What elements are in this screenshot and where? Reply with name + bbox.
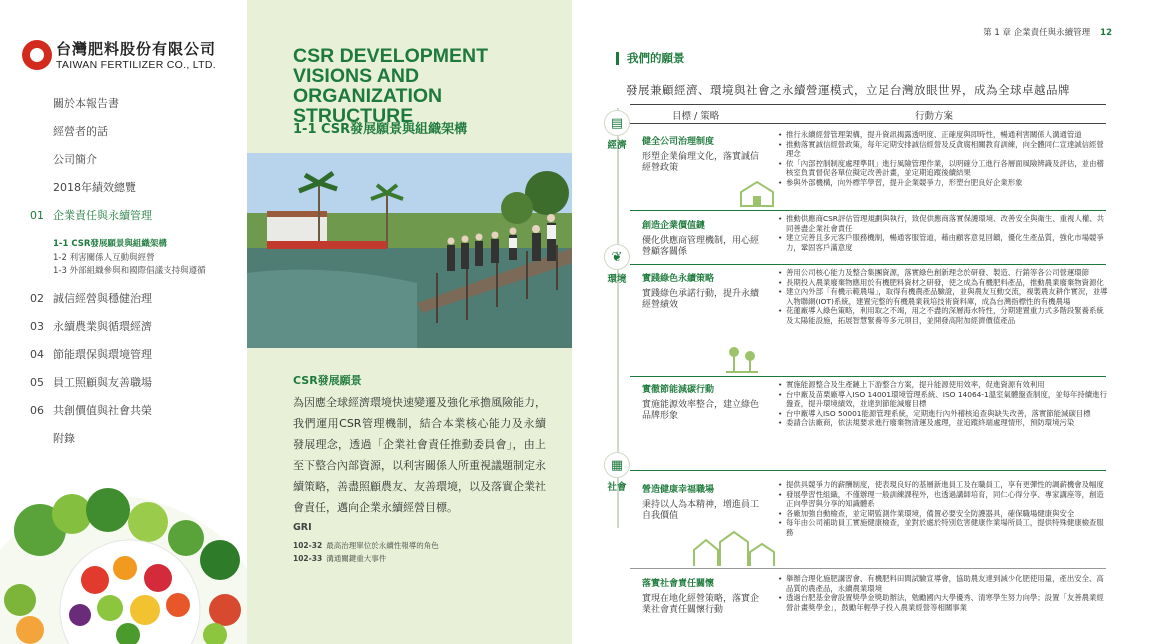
nav-item-ch03[interactable]: 03 永續農業與循環經濟 bbox=[30, 319, 152, 333]
vision-table-page bbox=[572, 0, 1150, 644]
nav-menu bbox=[30, 96, 206, 459]
action-list: • 善用公司核心能力及整合集團資源，落實綠色創新理念於研發、製造、行銷等各公司營運環節 • 長期投入農業廢棄物應用於有機肥料資材之研發，使之成為有機肥料產品，推動農業廢棄物資源化 • 建立內外部「有機示範農場」，取得有機農產品驗證，並與農友互動交流，複製農友耕作實況，並導入物聯網(IOT)系統，建置完整的有機農業栽培技術資料庫，成為台灣指標性的有機農場 • 花蓮廠導入綠色策略，利用取之不竭，用之不盡的深層海水特性，分期建置重力式多階段緊養系統及太陽能設施，拓展智慧緊養等多元項目，並開發高附加經濟價值產品 bbox=[778, 268, 1108, 326]
gri-item: 102-32 最高治理單位於永續性報導的角色 bbox=[293, 541, 439, 550]
goal-title: 創造企業價值鏈 bbox=[642, 221, 706, 231]
chart-icon: ▤ bbox=[604, 110, 630, 136]
col-goal-header: 目標 / 策略 bbox=[672, 111, 720, 122]
category-society: ▦ 社會 bbox=[600, 452, 634, 493]
nav-item-ch06[interactable]: 06 共創價值與社會共榮 bbox=[30, 403, 152, 417]
vision-body: 為因應全球經濟環境快速變遷及強化承擔風險能力，我們運用CSR管理機制，結合本業核心能力及永續發展理念，透過「企業社會責任推動委員會」，由上至下整合內部資源，以利害關係人所重視議題制定永續策略，善盡照顧農友、友善環境，以及落實企業社會責任，邁向企業永續經營目標。 bbox=[293, 396, 546, 514]
action-list: • 提供具競爭力的薪酬制度，使表現良好的基層新進員工及在職員工，享有更彈性的調薪機會及幅度 • 發展學習性組織，不僅辦理一般訓練課程外，也透過講師培育，同仁心得分享、專家講座等，創造正向學習與分享的知識體系 • 各廠加強自動檢查，並定期監測作業環境，備置必要安全防護器具，確保職場健康與安全 • 每年由公司補助員工實施健康檢查，並對於處於特別危害健康作業場所員工，提供特殊健康檢查服務 bbox=[778, 480, 1108, 538]
col-action-header: 行動方案 bbox=[915, 111, 954, 122]
gri-item: 102-33 溝通關鍵重大事件 bbox=[293, 554, 387, 563]
nav-sub-1-2[interactable]: 1-2 利害關係人互動與經營 bbox=[53, 252, 155, 263]
goal-body: 實現在地化經營策略，落實企業社會責任關懷行動 bbox=[642, 594, 760, 615]
nav-item-ceo-letter[interactable]: 經營者的話 bbox=[53, 125, 108, 138]
town-icon bbox=[690, 528, 776, 568]
row-divider bbox=[630, 264, 1106, 265]
logo-cn: 台灣肥料股份有限公司 bbox=[56, 40, 217, 58]
action-list: • 推動供應商CSR評估管理規劃與執行，致促供應商落實保護環境、改善安全與衛生、重視人權、共同善盡企業社會責任 • 建立完善且多元客戶服務機制，暢通客服管道，藉由顧客意見回饋，優化生產品質，強化市場競爭力，鞏固客戶滿意度 bbox=[778, 214, 1108, 252]
goal-body: 實踐綠色承諾行動，提升永續經營績效 bbox=[642, 289, 760, 310]
logo-en: TAIWAN FERTILIZER CO., LTD. bbox=[56, 59, 216, 71]
nav-item-performance[interactable]: 2018年績效總覽 bbox=[53, 181, 136, 194]
chapter-nav bbox=[0, 0, 247, 644]
goal-body: 秉持以人為本精神，增進員工自我價值 bbox=[642, 500, 760, 521]
nav-item-ch04[interactable]: 04 節能環保與環境管理 bbox=[30, 347, 152, 361]
vision-title: CSR發展願景 bbox=[293, 374, 362, 387]
goal-title: 實踐綠色永續策略 bbox=[642, 274, 715, 284]
action-list: • 實施能源整合及生產鏈上下游整合方案，提升能源使用效率，促進資源有效利用 • 台中廠及苗栗廠導入ISO 14001環境管理系統、ISO 14064-1溫室氣體盤查制度，並每年持續進行盤查，提升環境績效，並達到節能減廢目標 • 台中廠導入ISO 50001能源管理系統，定期進行內外稽核追查與缺失改善，落實節能減碳目標 • 委請合法廠商，依法規要求進行廢棄物清運及處理，並追蹤終端處理情形，預防環境污染 bbox=[778, 380, 1108, 428]
nav-item-about[interactable]: 關於本報告書 bbox=[53, 97, 119, 110]
category-environment: ❦ 環境 bbox=[600, 244, 634, 285]
row-divider bbox=[630, 470, 1106, 471]
vision-statement: 發展兼顧經濟、環境與社會之永續營運模式，立足台灣放眼世界，成為全球卓越品牌 bbox=[626, 83, 1070, 97]
nav-item-ch01[interactable]: 01 企業責任與永續管理 bbox=[30, 209, 152, 222]
flower-icon bbox=[722, 342, 762, 374]
goal-title: 健全公司治理制度 bbox=[642, 137, 715, 147]
action-list: • 舉辦合理化施肥講習會、有機肥料田間試驗宣導會，協助農友達到減少化肥使用量，產出安全、高品質的農產品，永續農業環境 • 透過台肥基金會設置獎學金獎助辦法，勉勵國內大學優秀、清寒學生努力向學；設置「友善農業經營計畫獎學金」，鼓勵年輕學子投入農業經營等相關事業 bbox=[778, 574, 1108, 612]
company-logo[interactable] bbox=[22, 38, 216, 71]
logo-emblem-icon bbox=[22, 40, 52, 70]
goal-body: 形塑企業倫理文化，落實誠信經營政策 bbox=[642, 152, 760, 173]
leaf-icon: ❦ bbox=[604, 244, 630, 270]
nav-item-ch02[interactable]: 02 誠信經營與穩健治理 bbox=[30, 291, 152, 305]
page-number: 12 bbox=[1100, 28, 1112, 38]
goal-body: 優化供應商管理機制，用心經營顧客關係 bbox=[642, 236, 760, 257]
page-header: 第 1 章 企業責任與永續管理 12 bbox=[983, 28, 1112, 38]
row-divider bbox=[630, 376, 1106, 377]
category-economy: ▤ 經濟 bbox=[600, 110, 634, 151]
section-title-en: CSR DEVELOPMENT VISIONS AND ORGANIZATION STRUCTURE bbox=[293, 45, 489, 127]
section-title-cn: 1-1 CSR發展願景與組織架構 bbox=[293, 122, 468, 137]
action-list: • 推行永續經營管理架構，提升資訊揭露透明度、正確度與即時性，暢通利害關係人溝通管道 • 推動落實誠信經營政策，每年定期安排誠信經營及反貪腐相關教育訓練，向全體同仁宣達誠信經營理念 • 依「內部控制制度處理準則」進行風險管理作業，以明確分工進行各層面風險辨識及評估，並由稽核室負責督促各單位擬定改善計畫，並定期追蹤後續結果 • 參與外部機構，向外標竿學習，提升企業競爭力，形塑台肥良好企業形象 bbox=[778, 130, 1108, 188]
goal-title: 營造健康幸福職場 bbox=[642, 485, 715, 495]
field-visit-photo bbox=[247, 153, 572, 348]
nav-item-ch05[interactable]: 05 員工照顧與友善職場 bbox=[30, 375, 152, 389]
row-divider bbox=[630, 210, 1106, 211]
building-icon: ▦ bbox=[604, 452, 630, 478]
gri-label: GRI bbox=[293, 522, 312, 533]
goal-body: 實施能源效率整合，建立綠色品牌形象 bbox=[642, 400, 760, 421]
nav-sub-1-3[interactable]: 1-3 外部組織參與和國際倡議支持與遵循 bbox=[53, 266, 206, 276]
goal-title: 落實社會責任關懷 bbox=[642, 579, 715, 589]
section-heading: 我們的願景 bbox=[616, 52, 685, 65]
table-header bbox=[630, 104, 1106, 124]
vegetable-illustration bbox=[0, 460, 247, 644]
nav-item-appendix[interactable]: 附錄 bbox=[53, 431, 75, 445]
nav-sub-1-1[interactable]: 1-1 CSR發展願景與組織架構 bbox=[53, 239, 167, 249]
row-divider bbox=[630, 568, 1106, 569]
house-icon bbox=[737, 178, 777, 208]
intro-panel bbox=[247, 0, 572, 644]
goal-title: 實徹節能減碳行動 bbox=[642, 385, 715, 395]
nav-item-company[interactable]: 公司簡介 bbox=[53, 153, 97, 166]
